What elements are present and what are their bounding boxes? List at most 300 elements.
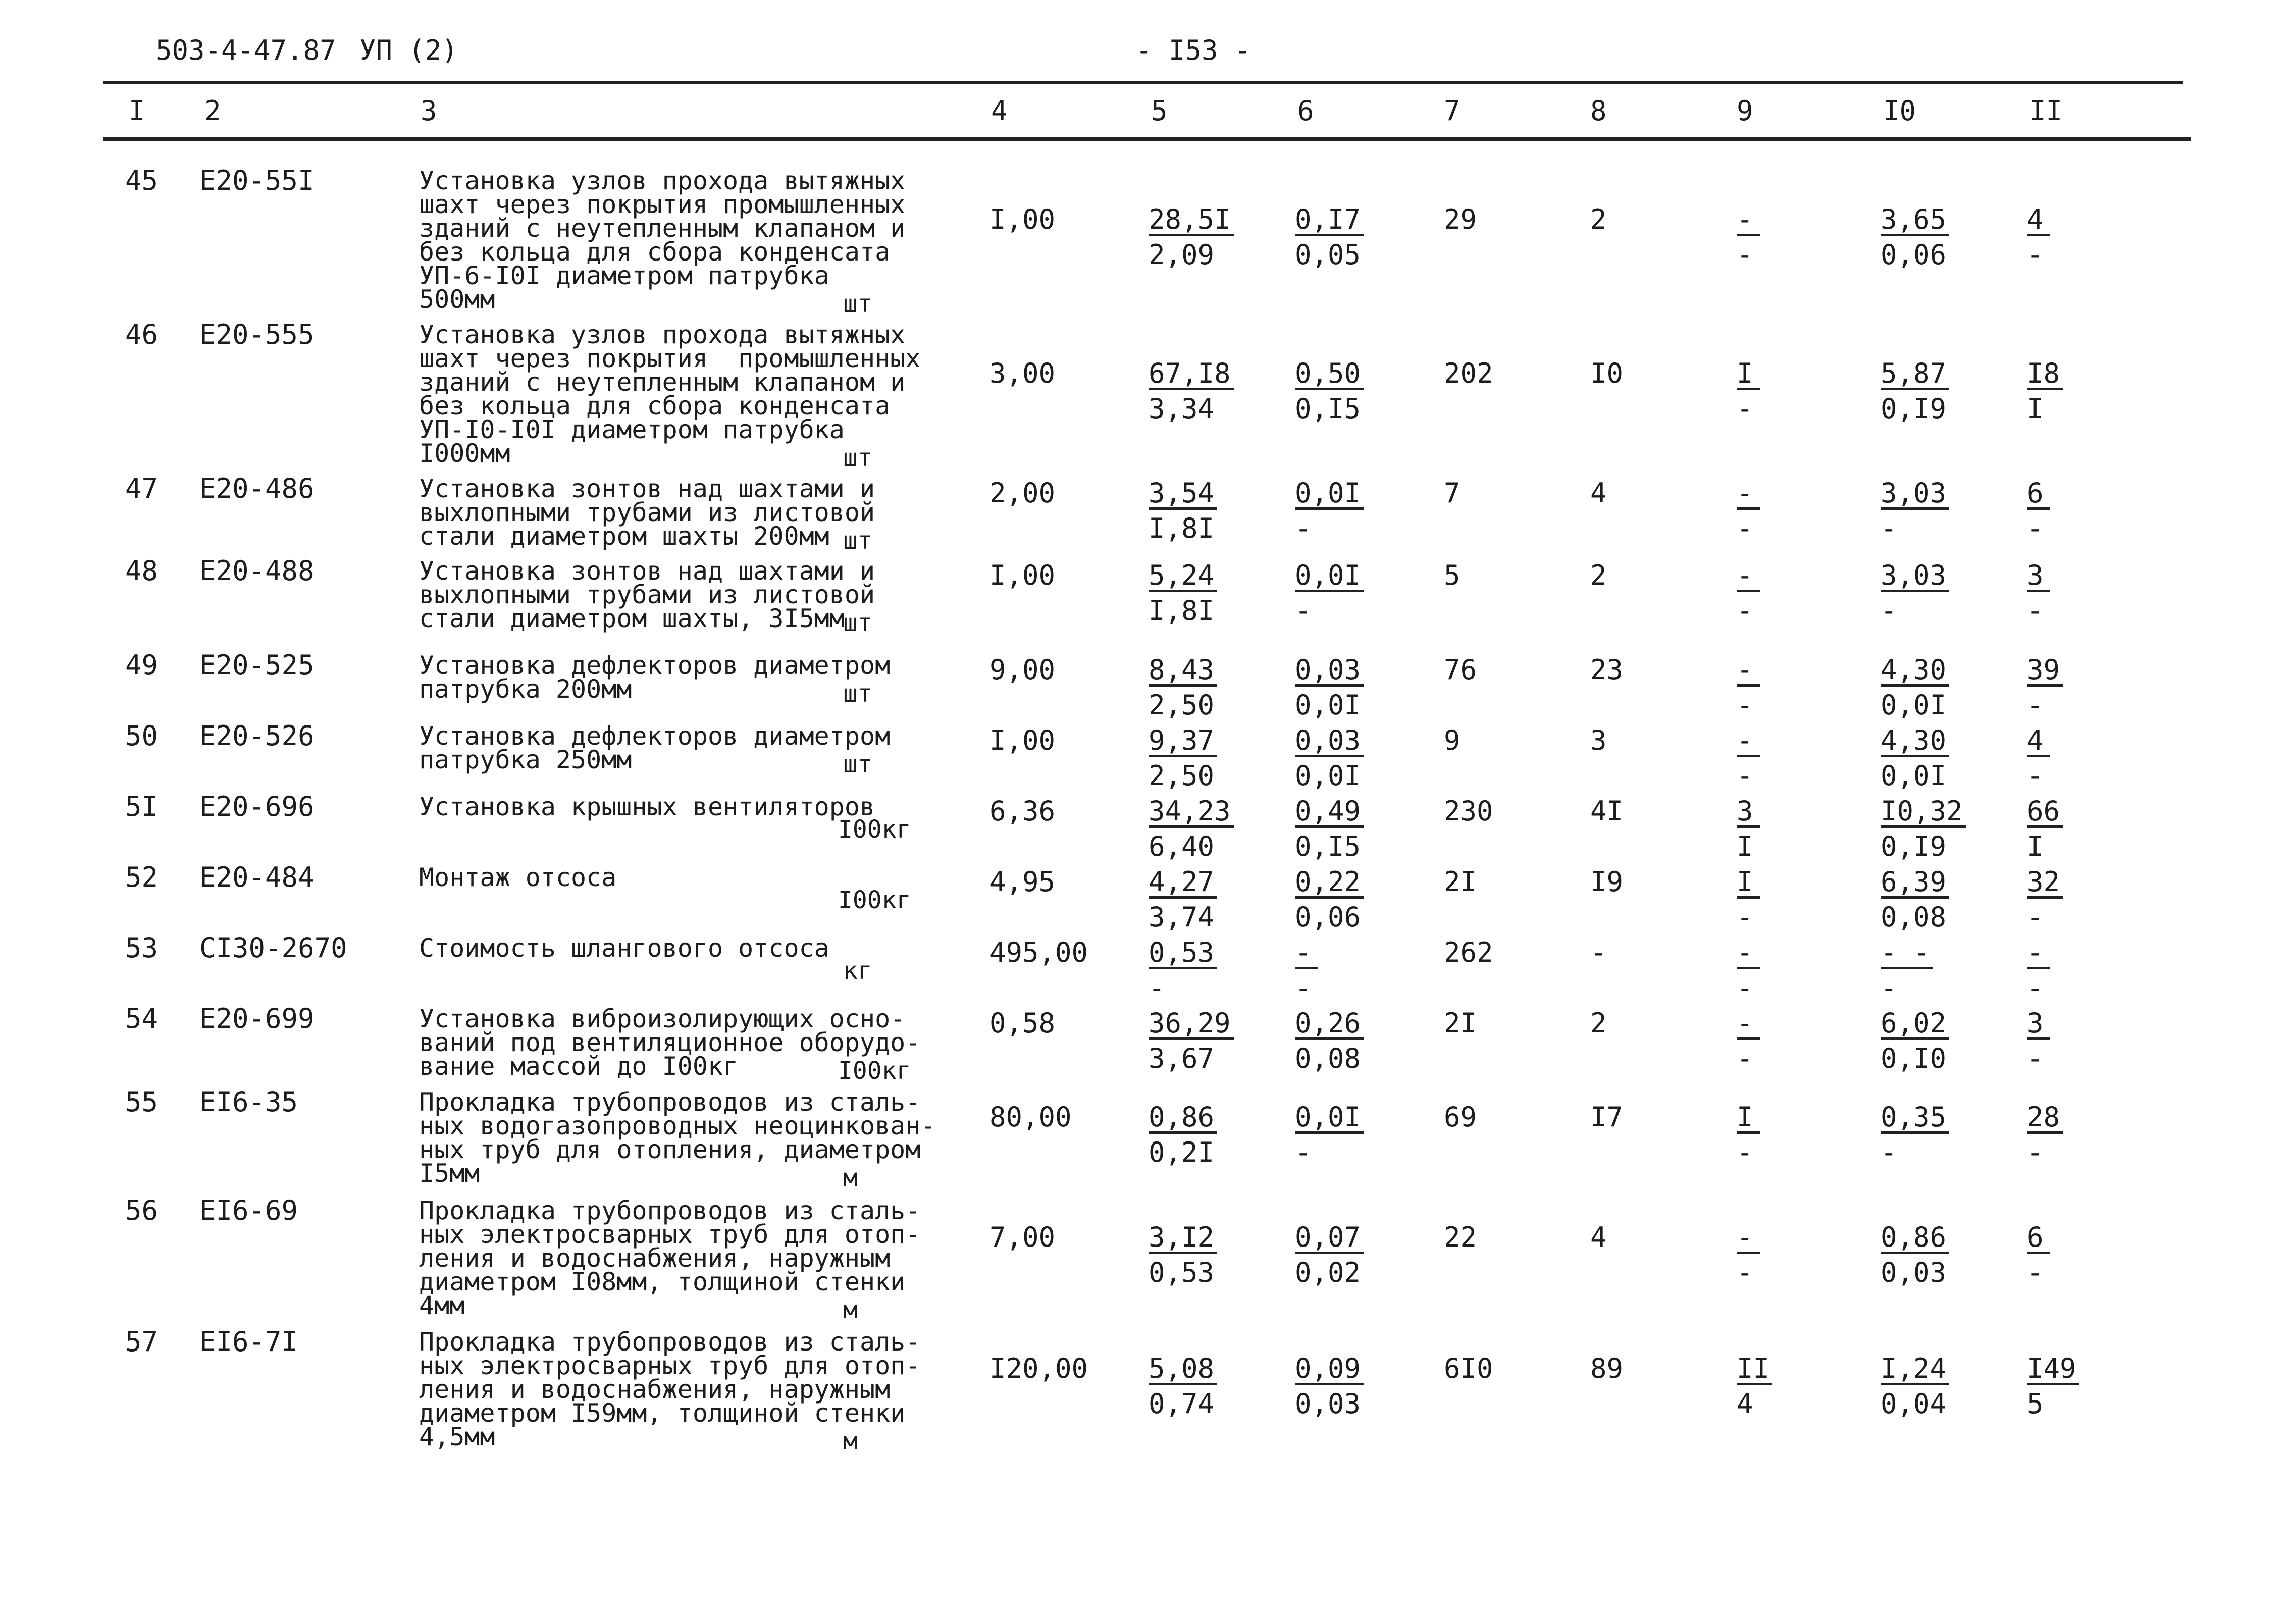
fraction-denominator: -	[1737, 760, 1753, 792]
fraction-numerator: 0,22	[1295, 868, 1364, 899]
norm-code: EI6-69	[199, 1194, 298, 1226]
value-col-8: 4I	[1590, 795, 1624, 827]
header-rule	[103, 137, 2191, 141]
fraction-c6	[1295, 1221, 1426, 1288]
fraction-c5	[1149, 477, 1280, 544]
fraction-numerator: 3	[2027, 561, 2050, 592]
norm-code: E20-486	[199, 473, 315, 504]
value-col-7: 7	[1444, 477, 1460, 509]
fraction-numerator: 36,29	[1149, 1009, 1234, 1040]
fraction-denominator: 4	[1737, 1388, 1753, 1420]
row-number: 53	[125, 932, 159, 964]
value-col-7: 2I	[1444, 1007, 1477, 1039]
unit-of-measure: I00кг	[838, 886, 911, 914]
fraction-c5	[1149, 1101, 1280, 1168]
fraction-c11	[2027, 724, 2158, 792]
fraction-denominator: 3,67	[1149, 1043, 1215, 1074]
description-line: I000мм	[419, 439, 510, 468]
fraction-denominator: -	[2027, 972, 2044, 1004]
row-number: 52	[125, 861, 159, 893]
fraction-denominator: -	[1737, 238, 1753, 271]
fraction-denominator: I,8I	[1149, 595, 1215, 627]
norm-code: E20-526	[199, 720, 315, 752]
fraction-denominator: -	[1295, 1136, 1312, 1168]
value-col-8: 2	[1590, 559, 1607, 591]
value-col-8: 4	[1590, 477, 1607, 509]
norm-code: E20-55I	[199, 165, 315, 196]
fraction-denominator: -	[1295, 512, 1312, 544]
description-line: выхлопными трубами из листовой	[419, 580, 875, 609]
fraction-c10	[1881, 937, 2012, 1004]
work-description	[419, 651, 891, 704]
unit-of-measure: м	[843, 1164, 858, 1192]
fraction-numerator: 34,23	[1149, 797, 1234, 828]
fraction-c6	[1295, 937, 1426, 1004]
work-description	[419, 721, 891, 774]
fraction-numerator: -	[2027, 939, 2050, 969]
norm-code: E20-488	[199, 555, 315, 587]
description-line: 4,5мм	[419, 1422, 495, 1451]
description-line: ваний под вентиляционное оборудо-	[419, 1028, 921, 1057]
fraction-c6	[1295, 866, 1426, 933]
fraction-numerator: 32	[2027, 868, 2063, 899]
fraction-numerator: 0,I7	[1295, 205, 1364, 236]
fraction-numerator: 0,26	[1295, 1009, 1364, 1040]
fraction-numerator: 6	[2027, 1223, 2050, 1254]
quantity: 80,00	[989, 1101, 1072, 1133]
fraction-denominator: -	[1295, 595, 1312, 627]
fraction-c11	[2027, 795, 2158, 862]
fraction-denominator: 2,09	[1149, 238, 1215, 271]
fraction-numerator: I	[1737, 1103, 1760, 1134]
fraction-denominator: -	[1737, 595, 1753, 627]
album-label: УП (2)	[359, 34, 458, 66]
fraction-c10	[1881, 357, 2012, 425]
fraction-denominator: 0,06	[1881, 238, 1947, 271]
fraction-numerator: 0,53	[1149, 939, 1217, 969]
fraction-numerator: 6	[2027, 479, 2050, 510]
fraction-numerator: 0,03	[1295, 656, 1364, 687]
norm-code: E20-555	[199, 319, 315, 350]
fraction-c9	[1737, 1101, 1868, 1168]
col-head-1: I	[129, 95, 145, 127]
fraction-denominator: 0,2I	[1149, 1136, 1215, 1168]
value-col-8: 3	[1590, 724, 1607, 756]
fraction-numerator: 28,5I	[1149, 205, 1234, 236]
page-number: - I53 -	[1136, 34, 1251, 66]
fraction-c9	[1737, 937, 1868, 1004]
unit-of-measure: шт	[843, 750, 872, 778]
fraction-c5	[1149, 866, 1280, 933]
col-head-4: 4	[991, 95, 1008, 127]
fraction-numerator: 0,35	[1881, 1103, 1949, 1134]
fraction-denominator: -	[2027, 512, 2044, 544]
fraction-denominator: 0,0I	[1295, 760, 1361, 792]
fraction-numerator: -	[1737, 1009, 1760, 1040]
fraction-c10	[1881, 866, 2012, 933]
fraction-denominator: -	[1881, 1136, 1897, 1168]
fraction-numerator: 6,02	[1881, 1009, 1949, 1040]
fraction-c10	[1881, 795, 2012, 862]
fraction-denominator: 2,50	[1149, 760, 1215, 792]
value-col-8: 2	[1590, 203, 1607, 235]
quantity: I,00	[989, 559, 1056, 591]
fraction-denominator: -	[2027, 901, 2044, 933]
fraction-c5	[1149, 357, 1280, 425]
fraction-denominator: -	[1737, 1043, 1753, 1074]
fraction-c11	[2027, 1221, 2158, 1288]
fraction-numerator: 3,65	[1881, 205, 1949, 236]
value-col-8: 23	[1590, 654, 1624, 686]
fraction-denominator: -	[1737, 1257, 1753, 1288]
fraction-denominator: -	[2027, 1043, 2044, 1074]
fraction-numerator: 8,43	[1149, 656, 1217, 687]
description-line: Установка крышных вентиляторов	[419, 792, 875, 821]
col-head-9: 9	[1737, 95, 1753, 127]
quantity: I20,00	[989, 1353, 1088, 1384]
description-line: ных электросварных труб для отоп-	[419, 1220, 921, 1249]
quantity: 495,00	[989, 937, 1088, 968]
fraction-c6	[1295, 203, 1426, 271]
fraction-numerator: 0,07	[1295, 1223, 1364, 1254]
unit-of-measure: I00кг	[838, 1057, 911, 1085]
description-line: диаметром I08мм, толщиной стенки	[419, 1267, 906, 1296]
fraction-c10	[1881, 477, 2012, 544]
value-col-7: 76	[1444, 654, 1477, 686]
norm-code: E20-696	[199, 791, 315, 822]
unit-of-measure: шт	[843, 444, 872, 472]
col-head-11: II	[2029, 95, 2063, 127]
unit-of-measure: шт	[843, 527, 872, 555]
description-line: Прокладка трубопроводов из сталь-	[419, 1196, 921, 1225]
fraction-c10	[1881, 724, 2012, 792]
description-line: диаметром I59мм, толщиной стенки	[419, 1398, 906, 1428]
description-line: вание массой до I00кг	[419, 1052, 739, 1081]
row-number: 47	[125, 473, 159, 504]
norm-code: EI6-35	[199, 1086, 298, 1118]
fraction-numerator: 0,50	[1295, 359, 1364, 390]
norm-code: CI30-2670	[199, 932, 347, 964]
fraction-numerator: -	[1737, 726, 1760, 757]
fraction-numerator: I0,32	[1881, 797, 1966, 828]
quantity: 9,00	[989, 654, 1056, 686]
value-col-7: 29	[1444, 203, 1477, 235]
value-col-7: 6I0	[1444, 1353, 1493, 1384]
description-line: ных электросварных труб для отоп-	[419, 1351, 921, 1380]
fraction-c5	[1149, 654, 1280, 721]
fraction-numerator: 39	[2027, 656, 2063, 687]
fraction-denominator: 0,I5	[1295, 392, 1361, 425]
fraction-denominator: 0,05	[1295, 238, 1361, 271]
description-line: патрубка 250мм	[419, 745, 632, 774]
fraction-denominator: 0,03	[1295, 1388, 1361, 1420]
quantity: 2,00	[989, 477, 1056, 509]
fraction-c11	[2027, 1007, 2158, 1074]
description-line: Установка узлов прохода вытяжных	[419, 320, 906, 349]
norm-code: E20-484	[199, 861, 315, 893]
fraction-numerator: 3	[1737, 797, 1760, 828]
top-rule	[103, 81, 2183, 84]
fraction-denominator: -	[1737, 1136, 1753, 1168]
fraction-c6	[1295, 654, 1426, 721]
fraction-numerator: 4	[2027, 726, 2050, 757]
quantity: 0,58	[989, 1007, 1056, 1039]
fraction-numerator: -	[1737, 205, 1760, 236]
fraction-c5	[1149, 1353, 1280, 1420]
fraction-numerator: 6,39	[1881, 868, 1949, 899]
fraction-numerator: 4	[2027, 205, 2050, 236]
fraction-denominator: 0,06	[1295, 901, 1361, 933]
description-line: ления и водоснабжения, наружным	[419, 1375, 891, 1404]
fraction-numerator: 4,27	[1149, 868, 1217, 899]
value-col-7: 2I	[1444, 866, 1477, 898]
fraction-c5	[1149, 559, 1280, 627]
fraction-denominator: I	[2027, 830, 2044, 862]
fraction-numerator: 3,03	[1881, 561, 1949, 592]
fraction-c10	[1881, 1101, 2012, 1168]
fraction-c11	[2027, 866, 2158, 933]
fraction-denominator: -	[2027, 689, 2044, 721]
row-number: 56	[125, 1194, 159, 1226]
col-head-7: 7	[1444, 95, 1460, 127]
row-number: 55	[125, 1086, 159, 1118]
fraction-c6	[1295, 1007, 1426, 1074]
fraction-denominator: 0,I9	[1881, 830, 1947, 862]
fraction-numerator: 4,30	[1881, 656, 1949, 687]
fraction-c6	[1295, 724, 1426, 792]
fraction-denominator: -	[1881, 595, 1897, 627]
description-line: I5мм	[419, 1159, 480, 1188]
fraction-c9	[1737, 477, 1868, 544]
fraction-denominator: 0,I5	[1295, 830, 1361, 862]
fraction-denominator: -	[1881, 512, 1897, 544]
work-description	[419, 556, 875, 633]
description-line: зданий с неутепленным клапаном и	[419, 368, 906, 397]
fraction-c10	[1881, 559, 2012, 627]
norm-code: E20-699	[199, 1003, 315, 1034]
fraction-numerator: I	[1737, 868, 1760, 899]
fraction-numerator: -	[1737, 561, 1760, 592]
row-number: 54	[125, 1003, 159, 1034]
unit-of-measure: м	[843, 1296, 858, 1324]
fraction-denominator: -	[1881, 972, 1897, 1004]
col-head-5: 5	[1151, 95, 1168, 127]
unit-of-measure: м	[843, 1427, 858, 1456]
fraction-c9	[1737, 654, 1868, 721]
fraction-numerator: 28	[2027, 1103, 2063, 1134]
fraction-numerator: I49	[2027, 1355, 2079, 1385]
work-description	[419, 792, 875, 821]
value-col-8: 2	[1590, 1007, 1607, 1039]
description-line: Прокладка трубопроводов из сталь-	[419, 1327, 921, 1357]
fraction-c9	[1737, 559, 1868, 627]
fraction-numerator: I	[1737, 359, 1760, 390]
fraction-c11	[2027, 357, 2158, 425]
fraction-denominator: -	[1737, 972, 1753, 1004]
fraction-numerator: 0,0I	[1295, 561, 1364, 592]
description-line: ных труб для отопления, диаметром	[419, 1135, 921, 1164]
fraction-denominator: I	[2027, 392, 2044, 425]
fraction-c6	[1295, 477, 1426, 544]
fraction-c9	[1737, 724, 1868, 792]
fraction-c6	[1295, 1353, 1426, 1420]
fraction-numerator: 4,30	[1881, 726, 1949, 757]
fraction-c5	[1149, 1007, 1280, 1074]
quantity: I,00	[989, 203, 1056, 235]
fraction-c9	[1737, 1221, 1868, 1288]
fraction-numerator: 3	[2027, 1009, 2050, 1040]
norm-code: EI6-7I	[199, 1326, 298, 1358]
description-line: зданий с неутепленным клапаном и	[419, 214, 906, 243]
fraction-numerator: 9,37	[1149, 726, 1217, 757]
description-line: УП-6-I0I диаметром патрубка	[419, 261, 829, 290]
value-col-7: 9	[1444, 724, 1460, 756]
fraction-c9	[1737, 203, 1868, 271]
description-line: шахт через покрытия промышленных	[419, 344, 921, 373]
fraction-denominator: -	[1295, 972, 1312, 1004]
fraction-denominator: -	[1149, 972, 1165, 1004]
fraction-denominator: I,8I	[1149, 512, 1215, 544]
fraction-denominator: 0,74	[1149, 1388, 1215, 1420]
description-line: патрубка 200мм	[419, 674, 632, 704]
fraction-c6	[1295, 1101, 1426, 1168]
fraction-numerator: 0,03	[1295, 726, 1364, 757]
fraction-c11	[2027, 654, 2158, 721]
fraction-c5	[1149, 937, 1280, 1004]
fraction-denominator: 0,08	[1881, 901, 1947, 933]
fraction-numerator: - -	[1881, 939, 1933, 969]
fraction-denominator: -	[2027, 1257, 2044, 1288]
description-line: УП-I0-I0I диаметром патрубка	[419, 415, 845, 444]
fraction-c9	[1737, 866, 1868, 933]
fraction-numerator: -	[1737, 479, 1760, 510]
work-description	[419, 933, 829, 963]
fraction-numerator: 3,54	[1149, 479, 1217, 510]
fraction-numerator: 0,86	[1881, 1223, 1949, 1254]
fraction-c11	[2027, 1101, 2158, 1168]
value-col-7: 22	[1444, 1221, 1477, 1253]
description-line: Установка зонтов над шахтами и	[419, 474, 875, 503]
value-col-7: 230	[1444, 795, 1493, 827]
description-line: 500мм	[419, 285, 495, 314]
fraction-denominator: 6,40	[1149, 830, 1215, 862]
fraction-denominator: 2,50	[1149, 689, 1215, 721]
fraction-denominator: -	[2027, 595, 2044, 627]
row-number: 45	[125, 165, 159, 196]
col-head-3: 3	[421, 95, 437, 127]
fraction-c6	[1295, 559, 1426, 627]
fraction-c10	[1881, 1221, 2012, 1288]
fraction-denominator: 0,0I	[1295, 689, 1361, 721]
value-col-8: 4	[1590, 1221, 1607, 1253]
col-head-8: 8	[1590, 95, 1607, 127]
unit-of-measure: шт	[843, 609, 872, 637]
fraction-denominator: -	[1737, 392, 1753, 425]
fraction-denominator: 5	[2027, 1388, 2044, 1420]
fraction-numerator: -	[1737, 1223, 1760, 1254]
fraction-c11	[2027, 203, 2158, 271]
fraction-numerator: 0,49	[1295, 797, 1364, 828]
quantity: 3,00	[989, 357, 1056, 389]
col-head-2: 2	[204, 95, 221, 127]
fraction-c5	[1149, 203, 1280, 271]
fraction-c6	[1295, 795, 1426, 862]
fraction-numerator: II	[1737, 1355, 1772, 1385]
fraction-numerator: 5,08	[1149, 1355, 1217, 1385]
fraction-numerator: 0,09	[1295, 1355, 1364, 1385]
work-description	[419, 863, 617, 892]
quantity: I,00	[989, 724, 1056, 756]
fraction-numerator: 66	[2027, 797, 2063, 828]
fraction-denominator: I	[1737, 830, 1753, 862]
row-number: 57	[125, 1326, 159, 1358]
row-number: 5I	[125, 791, 159, 822]
fraction-numerator: 3,I2	[1149, 1223, 1217, 1254]
fraction-denominator: -	[2027, 1136, 2044, 1168]
fraction-denominator: -	[1737, 901, 1753, 933]
description-line: Установка узлов прохода вытяжных	[419, 166, 906, 195]
fraction-numerator: -	[1737, 939, 1760, 969]
fraction-c11	[2027, 1353, 2158, 1420]
description-line: Монтаж отсоса	[419, 863, 617, 892]
fraction-numerator: 67,I8	[1149, 359, 1234, 390]
fraction-denominator: 0,04	[1881, 1388, 1947, 1420]
fraction-denominator: -	[2027, 238, 2044, 271]
fraction-numerator: I,24	[1881, 1355, 1949, 1385]
description-line: ных водогазопроводных неоцинкован-	[419, 1111, 936, 1140]
row-number: 50	[125, 720, 159, 752]
fraction-denominator: 0,0I	[1881, 689, 1947, 721]
col-head-10: I0	[1883, 95, 1916, 127]
description-line: выхлопными трубами из листовой	[419, 498, 875, 527]
fraction-denominator: -	[2027, 760, 2044, 792]
fraction-c5	[1149, 724, 1280, 792]
fraction-c10	[1881, 1007, 2012, 1074]
quantity: 6,36	[989, 795, 1056, 827]
value-col-7: 202	[1444, 357, 1493, 389]
fraction-c10	[1881, 654, 2012, 721]
fraction-denominator: 0,I9	[1881, 392, 1947, 425]
value-col-8: I0	[1590, 357, 1624, 389]
description-line: Установка зонтов над шахтами и	[419, 556, 875, 586]
work-description	[419, 166, 906, 314]
fraction-numerator: -	[1737, 656, 1760, 687]
fraction-c6	[1295, 357, 1426, 425]
fraction-numerator: I8	[2027, 359, 2063, 390]
fraction-c10	[1881, 1353, 2012, 1420]
row-number: 48	[125, 555, 159, 587]
description-line: стали диаметром шахты 200мм	[419, 522, 829, 551]
description-line: шахт через покрытия промышленных	[419, 190, 906, 219]
fraction-c11	[2027, 559, 2158, 627]
fraction-numerator: 0,0I	[1295, 1103, 1364, 1134]
description-line: Установка виброизолирующих осно-	[419, 1004, 906, 1033]
description-line: без кольца для сбора конденсата	[419, 391, 891, 421]
value-col-8: -	[1590, 937, 1607, 968]
fraction-c10	[1881, 203, 2012, 271]
unit-of-measure: кг	[843, 957, 872, 985]
fraction-c9	[1737, 795, 1868, 862]
fraction-c9	[1737, 1007, 1868, 1074]
fraction-denominator: 3,74	[1149, 901, 1215, 933]
description-line: Прокладка трубопроводов из сталь-	[419, 1087, 921, 1117]
fraction-denominator: 0,53	[1149, 1257, 1215, 1288]
fraction-numerator: 5,87	[1881, 359, 1949, 390]
fraction-denominator: 0,0I	[1881, 760, 1947, 792]
description-line: стали диаметром шахты, 3I5мм	[419, 604, 845, 633]
value-col-7: 5	[1444, 559, 1460, 591]
fraction-numerator: -	[1295, 939, 1318, 969]
